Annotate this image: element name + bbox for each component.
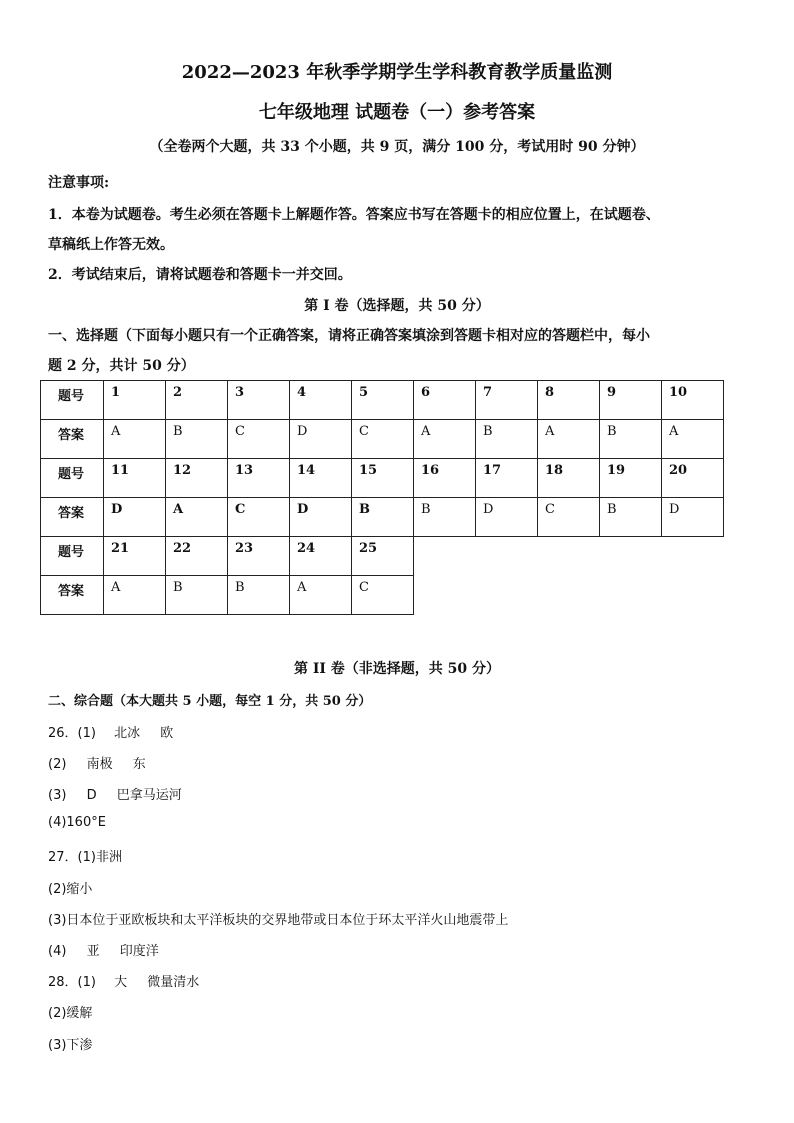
answer-cell: A <box>538 420 600 459</box>
note-item-2: 2．考试结束后，请将试题卷和答题卡一并交回。 <box>48 267 352 283</box>
question-number: 2 <box>166 381 228 420</box>
answer-28-3: (3)下渗 <box>48 1038 93 1053</box>
answer-cell: B <box>166 576 228 615</box>
question-number: 12 <box>166 459 228 498</box>
row-label-answer: 答案 <box>41 576 104 615</box>
question-number: 16 <box>414 459 476 498</box>
answer-26-3: (3) D 巴拿马运河 <box>48 788 182 803</box>
answer-cell: C <box>538 498 600 537</box>
table-row <box>41 381 724 420</box>
question-number: 21 <box>104 537 166 576</box>
question-number: 6 <box>414 381 476 420</box>
row-label-number: 题号 <box>41 537 104 576</box>
answer-27-3: (3)日本位于亚欧板块和太平洋板块的交界地带或日本位于环太平洋火山地震带上 <box>48 913 509 928</box>
question-number: 1 <box>104 381 166 420</box>
answer-26-1: 26．(1) 北冰 欧 <box>48 726 174 741</box>
answer-cell: B <box>414 498 476 537</box>
question-number: 7 <box>476 381 538 420</box>
row-label-number: 题号 <box>41 459 104 498</box>
question-number: 25 <box>352 537 414 576</box>
note-item-1-cont: 草稿纸上作答无效。 <box>48 237 174 253</box>
answer-cell: C <box>228 498 290 537</box>
answer-cell: D <box>290 420 352 459</box>
answer-cell: B <box>352 498 414 537</box>
question-number: 24 <box>290 537 352 576</box>
table-row <box>41 537 724 576</box>
row-label-answer: 答案 <box>41 420 104 459</box>
answer-27-2: (2)缩小 <box>48 882 93 897</box>
exam-title: 2022—2023 年秋季学期学生学科教育教学质量监测 <box>181 62 613 83</box>
answer-cell: D <box>662 498 724 537</box>
answer-cell: C <box>352 420 414 459</box>
answer-28-2: (2)缓解 <box>48 1006 93 1021</box>
question-number: 15 <box>352 459 414 498</box>
question-number: 3 <box>228 381 290 420</box>
answer-cell: A <box>414 420 476 459</box>
question-number: 23 <box>228 537 290 576</box>
question-number: 17 <box>476 459 538 498</box>
answer-cell: B <box>166 420 228 459</box>
question-number: 10 <box>662 381 724 420</box>
row-label-number: 题号 <box>41 381 104 420</box>
answer-cell: A <box>104 576 166 615</box>
answer-table <box>40 380 724 615</box>
answer-cell: A <box>290 576 352 615</box>
answer-cell: D <box>290 498 352 537</box>
question-number: 18 <box>538 459 600 498</box>
answer-cell: C <box>352 576 414 615</box>
question-number: 19 <box>600 459 662 498</box>
table-row <box>41 576 724 615</box>
question-number: 14 <box>290 459 352 498</box>
answer-27-4: (4) 亚 印度洋 <box>48 944 159 959</box>
note-item-1: 1．本卷为试题卷。考生必须在答题卡上解题作答。答案应书写在答题卡的相应位置上，在试题卷、 <box>48 207 660 223</box>
part1-instruction-cont: 题 2 分，共计 50 分） <box>48 358 195 374</box>
answer-cell: D <box>476 498 538 537</box>
exam-subtitle: 七年级地理 试题卷（一）参考答案 <box>258 102 536 123</box>
question-number: 4 <box>290 381 352 420</box>
notes-heading: 注意事项: <box>48 175 110 191</box>
question-number: 22 <box>166 537 228 576</box>
answer-27-1: 27．(1)非洲 <box>48 850 122 865</box>
row-label-answer: 答案 <box>41 498 104 537</box>
part2-instruction: 二、综合题（本大题共 5 小题，每空 1 分，共 50 分） <box>48 694 372 709</box>
answer-26-2: (2) 南极 东 <box>48 757 146 772</box>
answer-cell: A <box>662 420 724 459</box>
table-row <box>41 498 724 537</box>
question-number: 20 <box>662 459 724 498</box>
answer-28-1: 28．(1) 大 微量清水 <box>48 975 200 990</box>
exam-info: （全卷两个大题，共 33 个小题，共 9 页，满分 100 分，考试用时 90 分钟） <box>149 139 645 155</box>
question-number: 8 <box>538 381 600 420</box>
answer-cell: A <box>104 420 166 459</box>
answer-cell: A <box>166 498 228 537</box>
answer-cell: B <box>228 576 290 615</box>
answer-cell: B <box>600 420 662 459</box>
part1-instruction: 一、选择题（下面每小题只有一个正确答案，请将正确答案填涂到答题卡相对应的答题栏中，每小 <box>48 328 650 344</box>
answer-26-4: (4)160°E <box>48 815 106 830</box>
part2-heading: 第 II 卷（非选择题，共 50 分） <box>293 661 501 677</box>
answer-cell: B <box>476 420 538 459</box>
table-row <box>41 459 724 498</box>
answer-cell: B <box>600 498 662 537</box>
table-row <box>41 420 724 459</box>
question-number: 13 <box>228 459 290 498</box>
part1-heading: 第 I 卷（选择题，共 50 分） <box>304 298 490 314</box>
answer-cell: C <box>228 420 290 459</box>
answer-cell: D <box>104 498 166 537</box>
question-number: 11 <box>104 459 166 498</box>
question-number: 9 <box>600 381 662 420</box>
question-number: 5 <box>352 381 414 420</box>
